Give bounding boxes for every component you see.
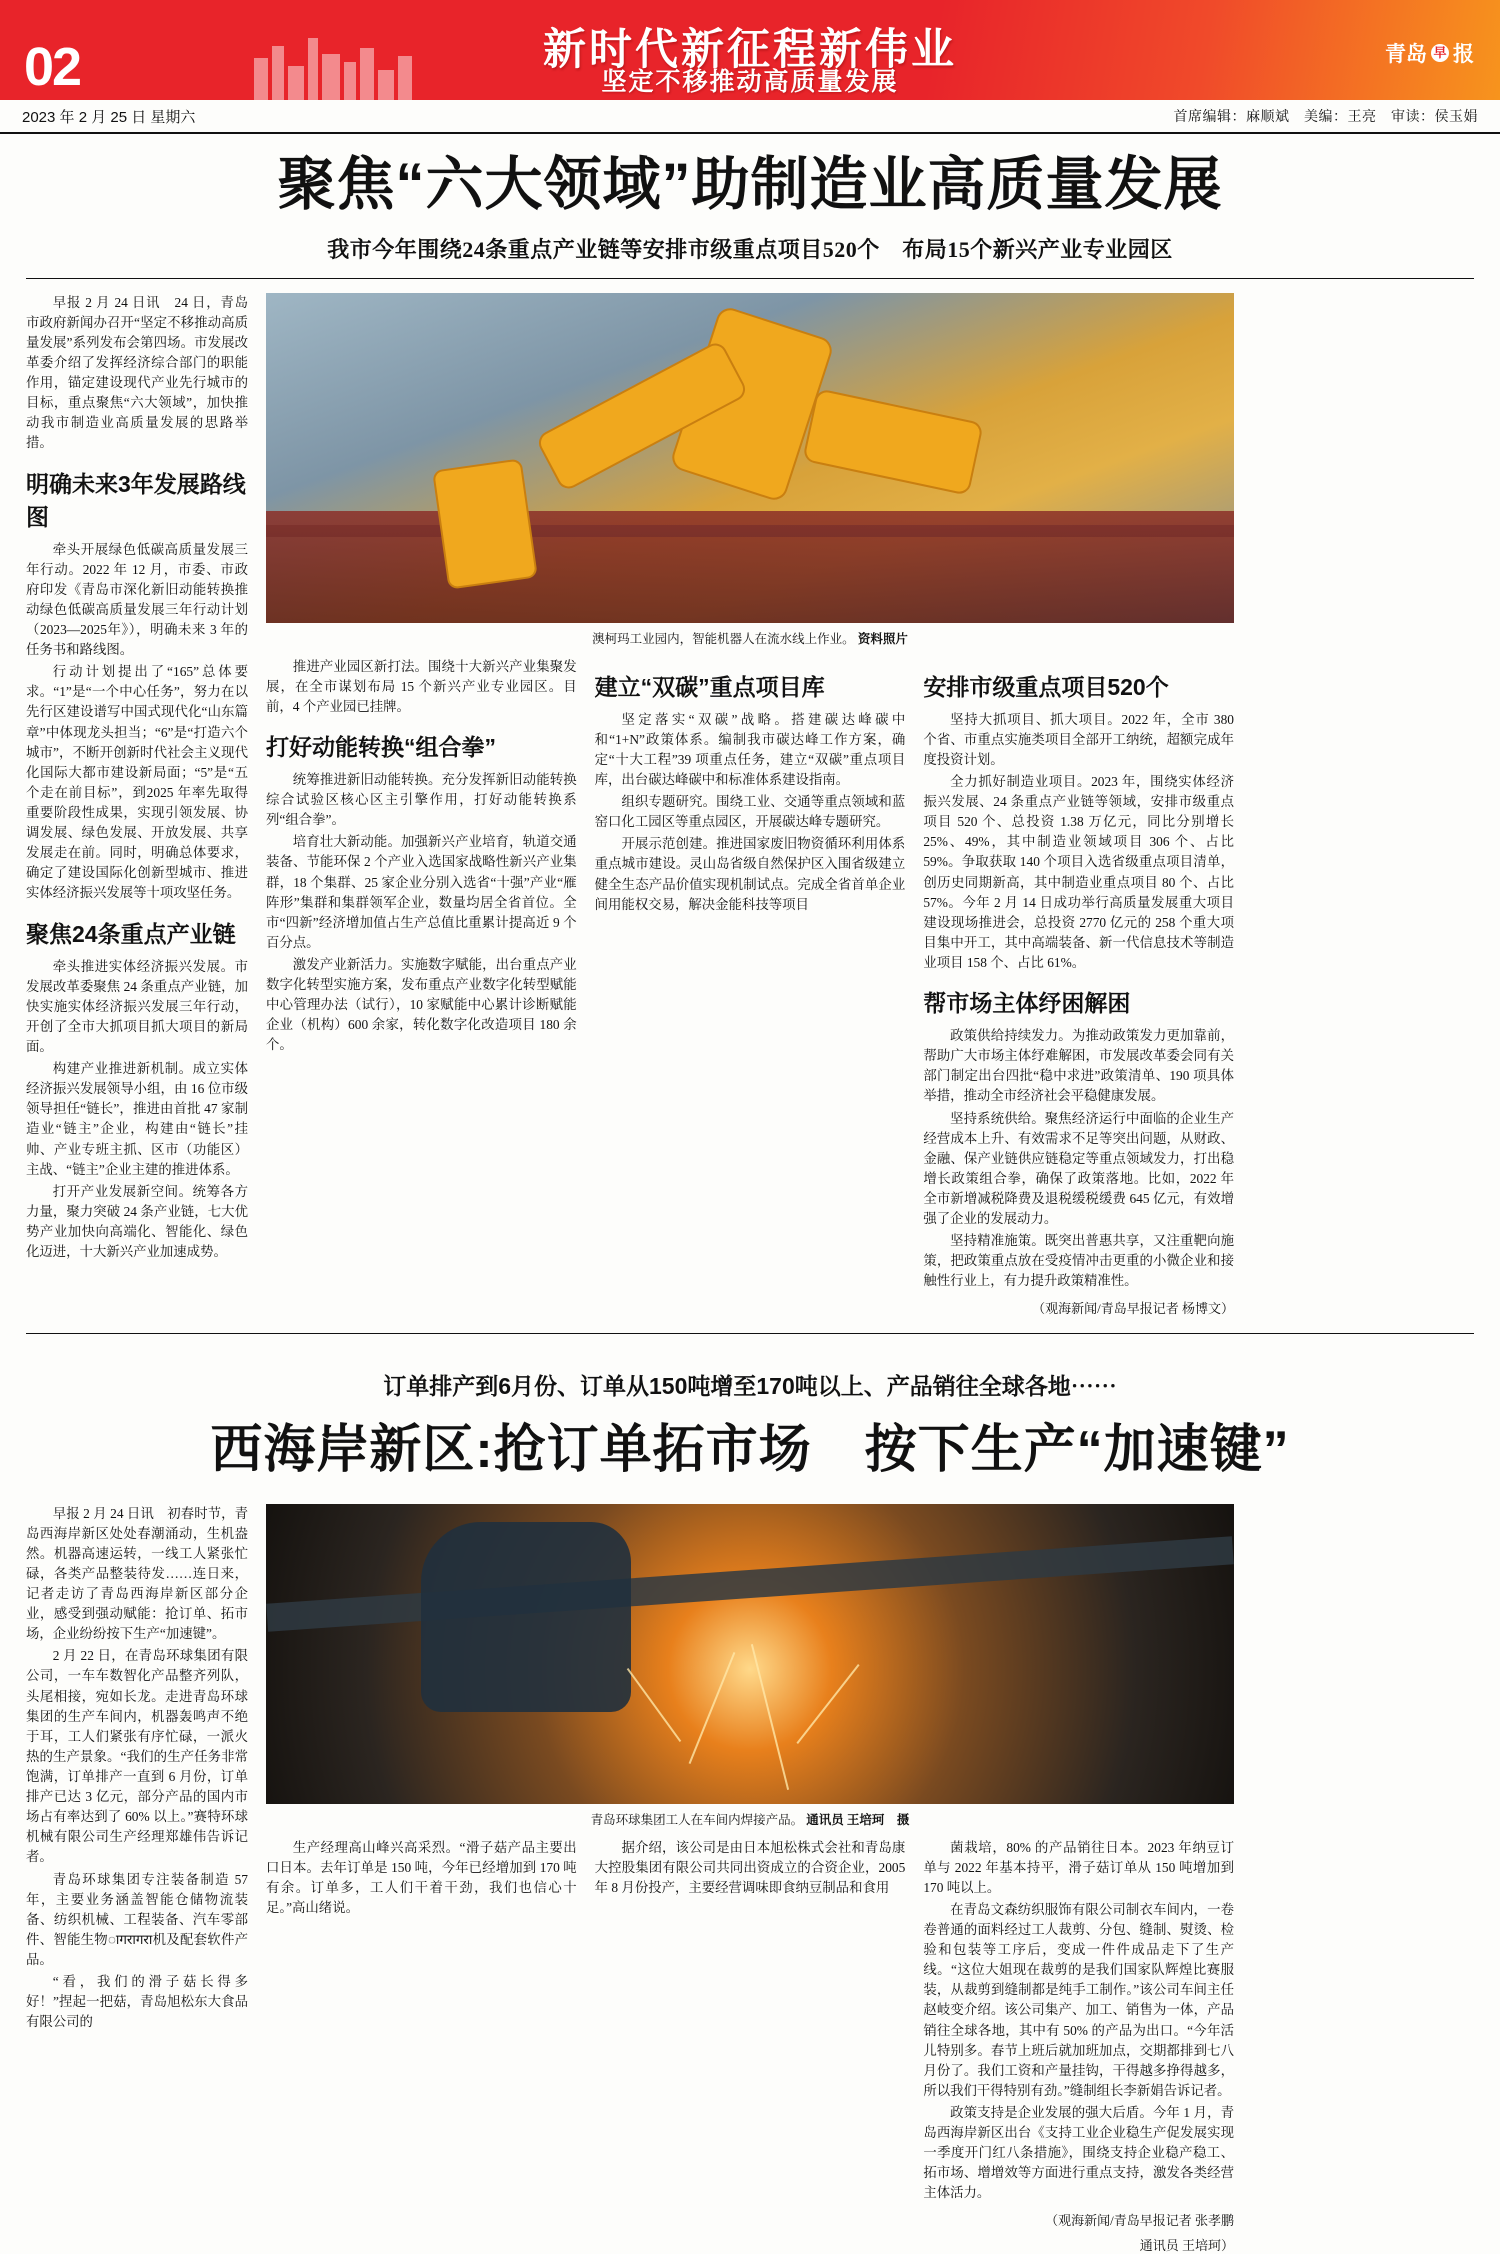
article1-paragraph: 统筹推进新旧动能转换。充分发挥新旧动能转换综合试验区核心区主引擎作用，打好动能转换系列“组合拳”。 [266, 772, 577, 828]
article1-paragraph: 政策供给持续发力。为推动政策发力更加靠前，帮助广大市场主体纾难解困，市发展改革委会同有关部门制定出台四批“稳中求进”政策清单、190 项具体举措，推动全市经济社会平稳健康发展。 [923, 1028, 1234, 1104]
article1-byline: （观海新闻/青岛早报记者 杨博文） [1032, 1300, 1234, 1316]
newspaper-logo [1385, 38, 1474, 68]
article1-paragraph: 坚持精准施策。既突出普惠共享，又注重靶向施策，把政策重点放在受疫情冲击更重的小微企业和接触性行业上，有力提升政策精准性。 [923, 1233, 1234, 1289]
article1-paragraph: 全力抓好制造业项目。2023 年，围绕实体经济振兴发展、24 条重点产业链等领域，安排市级重点项目 520 个、总投资 1.38 万亿元，同比分别增长 25%、49%，其中制造业领域项目 306 个、占比 59%。争取获取 140 个项目入选省级重点项目清单，创历史同期新高，其中制造业重点项目 80 个、占比 57%。今年 2 月 14 日成功举行高质量发展重大项目建设现场推进会，总投资 2770 亿元的 258 个重大项目集中开工，其中高端装备、新一代信息技术等制造业项目 158 个、占比 61%。 [923, 774, 1234, 970]
article2-photo [266, 1504, 1234, 1804]
article2-column-1 [26, 1504, 248, 2254]
article2-columns [0, 1490, 1500, 2254]
robot-arm-segment [802, 388, 984, 496]
article1-column-3 [595, 657, 906, 1317]
article2-paragraph: 政策支持是企业发展的强大后盾。今年 1 月，青岛西海岸新区出台《支持工业企业稳生产促发展实现一季度开门红八条措施》，围绕支持企业稳产稳工、拓市场、增增效等方面进行重点支持，激发各类经营主体活力。 [923, 2104, 1234, 2201]
article2-paragraph: 2 月 22 日，在青岛环球集团有限公司，一车车数智化产品整齐列队，头尾相接，宛如长龙。走进青岛环球集团的生产车间内，机器轰鸣声不绝于耳，工人们紧张有序忙碌，一派火热的生产景象。“我们的生产任务非常饱满，订单排产一直到 6 月份，订单排产已达 3 亿元，部分产品的国内市场占有率达到了 60% 以上。”赛特环球机械有限公司生产经理郑雄伟告诉记者。 [26, 1648, 248, 1865]
banner-main-title: 新时代新征程新伟业 [543, 26, 957, 74]
weld-spark [797, 1664, 860, 1744]
page-number: 02 [24, 37, 81, 97]
paper-badge-icon: 早 [1431, 44, 1449, 62]
article1-header [0, 134, 1500, 264]
article1-photo-caption [266, 629, 1234, 647]
photo-floor [266, 511, 1234, 623]
article1-section-heading-6: 帮市场主体纾困解困 [923, 990, 1131, 1017]
article1-paragraph: 开展示范创建。推进国家废旧物资循环利用体系重点城市建设。灵山岛省级自然保护区入围省级建立健全生态产品价值实现机制试点。完成全省首单企业间用能权交易，解决金能科技等项目 [594, 836, 906, 912]
article1-section-heading-5: 安排市级重点项目520个 [923, 673, 1169, 700]
article1-paragraph: 培育壮大新动能。加强新兴产业培育，轨道交通装备、节能环保 2 个产业入选国家战略性新兴产业集群，18 个集群、25 家企业分别入选省“十强”产业“雁阵形”集群和集群领军企业，数量均居全省首位。全市“四新”经济增加值占生产总值比重累计提高近 9 个百分点。 [266, 834, 577, 950]
article1-paragraph: 推进产业园区新打法。围绕十大新兴产业集聚发展，在全市谋划布局 15 个新兴产业专业园区。目前，4 个产业园已挂牌。 [266, 658, 577, 714]
article2-lead: 早报 2 月 24 日讯 初春时节，青岛西海岸新区处处春潮涌动，生机盎然。机器高速运转，一线工人紧张忙碌，各类产品整装待发……连日来，记者走访了青岛西海岸新区部分企业，感受到强动赋能：抢订单、拓市场，企业纷纷按下生产“加速键”。 [26, 1505, 248, 1642]
article2-mid-columns [266, 1838, 1234, 2254]
article2-byline-1: （观海新闻/青岛早报记者 张孝鹏 [1045, 2212, 1234, 2228]
caption-credit-label: 通讯员 [806, 1812, 844, 1827]
article2-photo-block [266, 1504, 1234, 2254]
article1-lead: 早报 2 月 24 日讯 24 日，青岛市政府新闻办召开“坚定不移推动高质量发展”系列发布会第四场。市发展改革委介绍了发挥经济综合部门的职能作用，锚定建设现代产业先行城市的目标，重点聚焦“六大领域”，加快推动我市制造业高质量发展的思路举措。 [26, 294, 248, 451]
article2-paragraph: “看，我们的滑子菇长得多好！”捏起一把菇，青岛旭松东大食品有限公司的 [26, 1974, 248, 2030]
article1-mid-columns [266, 657, 1234, 1317]
article2-kicker: 订单排产到6月份、订单从150吨增至170吨以上、产品销往全球各地⋯⋯ [383, 1372, 1117, 1399]
article2-headline: 西海岸新区:抢订单拓市场 按下生产“加速键” [210, 1420, 1290, 1479]
photo-metal-bar [266, 1536, 1234, 1631]
caption-credit: 资料照片 [857, 631, 908, 646]
article2-paragraph: 据介绍，该公司是由日本旭松株式会社和青岛康大控股集团有限公司共同出资成立的合资企业，2005 年 8 月份投产，主要经营调味即食纳豆制品和食用 [594, 1839, 906, 1895]
article1-columns [0, 279, 1500, 1317]
article2-photo-caption [266, 1810, 1234, 1828]
weld-spark [627, 1668, 682, 1742]
article1-section-heading-3: 打好动能转换“组合拳” [266, 734, 496, 761]
caption-text: 澳柯玛工业园内，智能机器人在流水线上作业。 [592, 631, 855, 646]
article1-section-heading-1: 明确未来3年发展路线图 [26, 470, 246, 530]
article1-column-4 [923, 657, 1234, 1317]
caption-credit-name: 王培珂 摄 [846, 1812, 910, 1827]
article1-headline: 聚焦“六大领域”助制造业高质量发展 [277, 152, 1223, 217]
caption-text: 青岛环球集团工人在车间内焊接产品。 [590, 1812, 804, 1827]
article1-paragraph: 构建产业推进新机制。成立实体经济振兴发展领导小组，由 16 位市级领导担任“链长”，推进由首批 47 家制造业“链主”企业，构建由“链长”挂帅、产业专班主抓、区市（功能区）主战、“链主”企业主建的推进体系。 [26, 1061, 248, 1177]
paper-name-left: 青岛 [1385, 43, 1427, 66]
article1-paragraph: 行动计划提出了“165”总体要求。“1”是“一个中心任务”，努力在以先行区建设谱写中国式现代化“山东篇章”中体现龙头担当；“6”是“打造六个城市”，不断开创新时代社会主义现代化国际大都市建设新局面；“5”是“五个走在前目标”，到2025 年率先取得重要阶段性成果，实现引领发展、协调发展、绿色发展、开放发展、共享发展走在前。同时，明确总体要求，确定了建设国际化创新型城市、推进实体经济振兴发展等十项攻坚任务。 [26, 664, 248, 901]
banner-sub-title: 坚定不移推动高质量发展 [601, 68, 899, 96]
article1-section-heading-4: 建立“双碳”重点项目库 [594, 673, 825, 700]
article2-byline-2: 通讯员 王培珂） [1139, 2237, 1234, 2253]
article1-paragraph: 激发产业新活力。实施数字赋能，出台重点产业数字化转型实施方案，发布重点产业数字化转型赋能中心管理办法（试行），10 家赋能中心累计诊断赋能企业（机构）600 余家，转化数字化改造项目 180 余个。 [266, 957, 577, 1053]
article1-paragraph: 组织专题研究。围绕工业、交通等重点领域和蓝窑口化工园区等重点园区，开展碳达峰专题研究。 [594, 794, 906, 830]
editor-credits: 首席编辑：麻顺斌 美编：王亮 审读：侯玉娟 [1173, 108, 1478, 124]
article1-paragraph: 坚持大抓项目、抓大项目。2022 年，全市 380 个省、市重点实施类项目全部开工纳统，超额完成年度投资计划。 [923, 711, 1234, 767]
article1-photo [266, 293, 1234, 623]
article2-header [0, 1334, 1500, 1482]
article2-paragraph: 在青岛文森纺织服饰有限公司制衣车间内，一卷卷普通的面料经过工人裁剪、分包、缝制、熨烫、检验和包装等工序后，变成一件件成品走下了生产线。“这位大姐现在裁剪的是我们国家队辉煌比赛服装，从裁剪到缝制都是纯手工制作。”该公司车间主任赵岐变介绍。该公司集产、加工、销售为一体，产品销往全球各地，其中有 50% 的产品为出口。“今年活儿特别多。春节上班后就加班加点，交期都排到七八月份了。我们工资和产量挂钩，干得越多挣得越多，所以我们干得特别有劲。”缝制组长李新娟告诉记者。 [923, 1901, 1234, 2098]
masthead-banner [0, 0, 1500, 100]
article1-column-1 [26, 293, 248, 1317]
article1-paragraph: 坚定落实“双碳”战略。搭建碳达峰碳中和“1+N”政策体系。编制我市碳达峰工作方案，确定“十大工程”39 项重点任务，建立“双碳”重点项目库，出台碳达峰碳中和标准体系建设指南。 [594, 711, 906, 788]
article2-paragraph: 青岛环球集团专注装备制造 57 年，主要业务涵盖智能仓储物流装备、纺织机械、工程装备、汽车零部件、智能生物ागरागरा机及配套软件产品。 [26, 1871, 248, 1967]
weld-spark [689, 1652, 736, 1764]
date-bar [0, 100, 1500, 134]
welder-figure [421, 1522, 631, 1712]
article2-column-4 [923, 1838, 1234, 2254]
weld-spark [751, 1644, 789, 1790]
article1-paragraph: 牵头推进实体经济振兴发展。市发展改革委聚焦 24 条重点产业链，加快实施实体经济振兴发展三年行动，开创了全市大抓项目抓大项目的新局面。 [26, 958, 248, 1054]
article1-photo-block [266, 293, 1234, 1317]
paper-name-right: 报 [1453, 43, 1474, 66]
article2-paragraph: 生产经理高山峰兴高采烈。“滑子菇产品主要出口日本。去年订单是 150 吨，今年已经增加到 170 吨有余。订单多，工人们干着干劲，我们也信心十足。”高山绪说。 [266, 1839, 577, 1915]
article1-paragraph: 打开产业发展新空间。统筹各方力量，聚力突破 24 条产业链，七大优势产业加快向高端化、智能化、绿色化迈进，十大新兴产业加速成势。 [26, 1183, 248, 1260]
article1-paragraph: 坚持系统供给。聚焦经济运行中面临的企业生产经营成本上升、有效需求不足等突出问题，从财政、金融、保产业链供应链稳定等重点领域发力，打出稳增长政策组合拳，确保了政策落地。比如，2022 年全市新增减税降费及退税缓税缓费 645 亿元，有效增强了企业的发展动力。 [923, 1110, 1234, 1227]
article1-paragraph: 牵头开展绿色低碳高质量发展三年行动。2022 年 12 月，市委、市政府印发《青岛市深化新旧动能转换推动绿色低碳高质量发展三年行动计划（2023—2025年》），明确未来 3 年的任务书和路线图。 [26, 541, 248, 658]
article2-column-3 [595, 1838, 906, 2254]
robot-arm-segment [432, 459, 538, 590]
publication-date: 2023 年 2 月 25 日 星期六 [22, 108, 196, 126]
article1-column-2 [266, 657, 577, 1317]
article1-section-heading-2: 聚焦24条重点产业链 [26, 920, 236, 947]
article1-subhead: 我市今年围绕24条重点产业链等安排市级重点项目520个 布局15个新兴产业专业园区 [327, 236, 1173, 262]
article2-paragraph: 菌栽培，80% 的产品销往日本。2023 年纳豆订单与 2022 年基本持平，滑子菇订单从 150 吨增加到 170 吨以上。 [923, 1839, 1234, 1895]
article2-column-2 [266, 1838, 577, 2254]
